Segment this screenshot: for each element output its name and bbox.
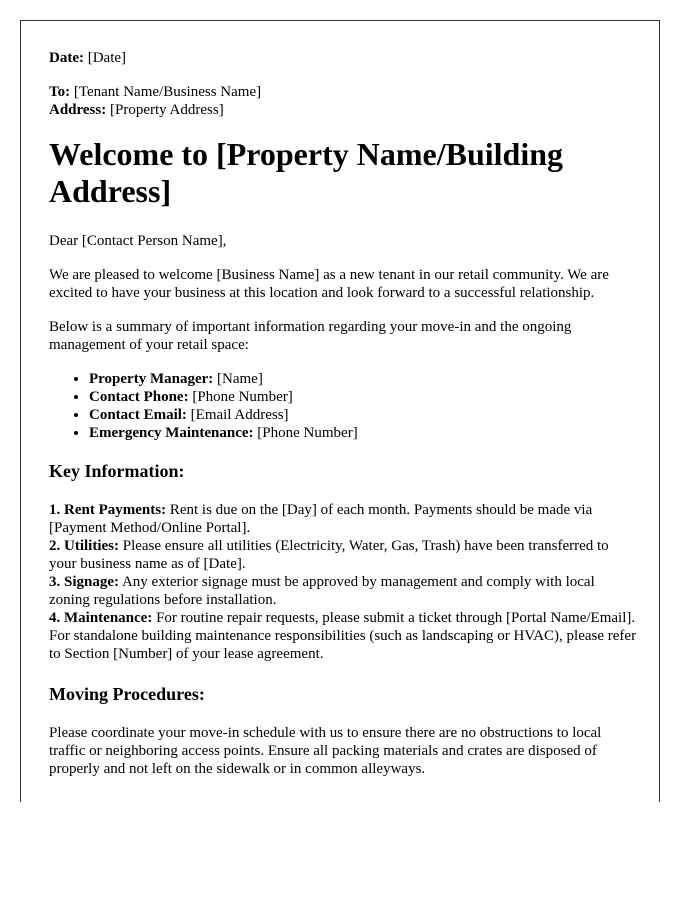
key-info-text: Please ensure all utilities (Electricity, Water, Gas, Trash) have been transferred to your business name as of [Date]. xyxy=(49,538,609,572)
salutation: Dear [Contact Person Name], xyxy=(49,233,227,249)
contact-label: Property Manager: xyxy=(89,371,214,387)
key-info-item-utilities xyxy=(49,537,639,573)
key-info-text: For routine repair requests, please submit a ticket through [Portal Name/Email]. For standalone building maintenance responsibilities (such as landscaping or HVAC), please refer to Section [Number] of your lease agreement. xyxy=(49,610,637,662)
letter-content xyxy=(49,49,639,794)
key-info-item-signage xyxy=(49,573,639,609)
date-value: [Date] xyxy=(87,50,127,66)
key-info-heading: Key Information: xyxy=(49,461,185,481)
to-line xyxy=(49,83,639,101)
key-info-text: Any exterior signage must be approved by management and comply with local zoning regulations before installation. xyxy=(49,574,595,608)
date-label: Date: xyxy=(49,50,84,66)
to-value: [Tenant Name/Business Name] xyxy=(73,84,262,100)
recipient-block xyxy=(49,83,639,119)
key-info-label: 1. Rent Payments: xyxy=(49,502,167,518)
contact-value: [Phone Number] xyxy=(192,389,293,405)
contact-item-email xyxy=(89,406,639,424)
contact-item-emergency xyxy=(89,424,639,442)
address-label: Address: xyxy=(49,102,107,118)
contact-value: [Name] xyxy=(217,371,263,387)
to-label: To: xyxy=(49,84,71,100)
contact-value: [Phone Number] xyxy=(257,425,358,441)
letter-title: Welcome to [Property Name/Building Address] xyxy=(49,136,563,209)
contact-item-phone xyxy=(89,388,639,406)
contact-list xyxy=(49,370,639,442)
letter-page xyxy=(20,20,660,802)
key-info-text: Rent is due on the [Day] of each month. Payments should be made via [Payment Method/Online Portal]. xyxy=(49,502,593,536)
address-line xyxy=(49,101,639,119)
moving-heading: Moving Procedures: xyxy=(49,684,205,704)
contact-item-property-manager xyxy=(89,370,639,388)
summary-paragraph: Below is a summary of important information regarding your move-in and the ongoing management of your retail space: xyxy=(49,319,572,353)
contact-value: [Email Address] xyxy=(190,407,289,423)
key-info-item-maintenance xyxy=(49,609,639,663)
key-info-label: 4. Maintenance: xyxy=(49,610,153,626)
contact-label: Contact Phone: xyxy=(89,389,189,405)
key-info-label: 2. Utilities: xyxy=(49,538,119,554)
moving-paragraph: Please coordinate your move-in schedule with us to ensure there are no obstructions to local traffic or neighboring access points. Ensure all packing materials and crates are disposed of properly and not left on the sidewalk or in common alleyways. xyxy=(49,725,602,777)
key-info-list xyxy=(49,501,639,663)
contact-label: Contact Email: xyxy=(89,407,187,423)
contact-label: Emergency Maintenance: xyxy=(89,425,254,441)
key-info-item-rent xyxy=(49,501,639,537)
key-info-label: 3. Signage: xyxy=(49,574,120,590)
address-value: [Property Address] xyxy=(109,102,224,118)
date-line xyxy=(49,49,639,67)
intro-paragraph: We are pleased to welcome [Business Name] as a new tenant in our retail community. We are excited to have your business at this location and look forward to a successful relationship. xyxy=(49,267,609,301)
